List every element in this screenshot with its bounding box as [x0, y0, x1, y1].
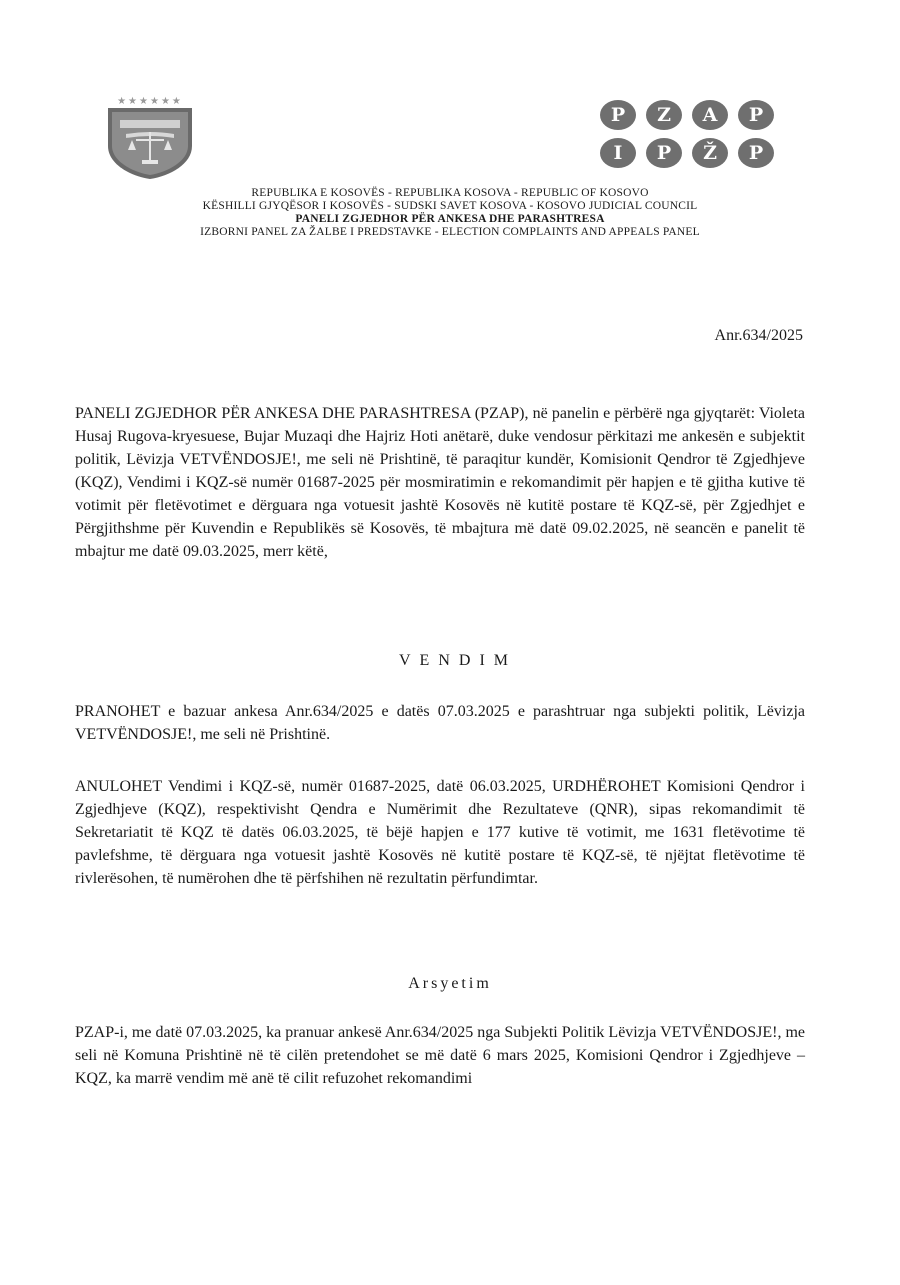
- header-line-republic: REPUBLIKA E KOSOVËS - REPUBLIKA KOSOVA - REPUBLIC OF KOSOVO: [251, 187, 649, 199]
- intro-paragraph: PANELI ZGJEDHOR PËR ANKESA DHE PARASHTRESA (PZAP), në panelin e përbërë nga gjyqtarët: Violeta Husaj Rugova-kryesuese, Bujar Muzaqi dhe Hajriz Hoti anëtarë, duke vendosur përkitazi me ankesën e subjektit politik, Lëvizja VETVËNDOSJE!, me seli në Prishtinë, të paraqitur kundër, Komisionit Qendror të Zgjedhjeve (KQZ), Vendimi i KQZ-së numër 01687-2025 për mosmiratimin e rekomandimit për hapjen e të gjitha kutive të votimit për fletëvotimet e dërguara nga votuesit jashtë Kosovës në kutitë postare të KQZ-së, për Zgjedhjet e Përgjithshme për Kuvendin e Republikës së Kosovës, të mbajtura më datë 09.02.2025, në seancën e panelit të mbajtur me datë 09.03.2025, merr këtë,: [75, 405, 805, 560]
- logo-letter: P: [738, 100, 774, 130]
- logo-letter: I: [600, 138, 636, 168]
- kosovo-emblem: [104, 96, 196, 180]
- case-reference: Anr.634/2025: [714, 327, 803, 344]
- logo-letter: P: [646, 138, 682, 168]
- logo-letter: Ž: [692, 138, 728, 168]
- reasoning-paragraph-1: PZAP-i, me datë 07.03.2025, ka pranuar ankesë Anr.634/2025 nga Subjekti Politik Lëvizja VETVËNDOSJE!, me seli në Komuna Prishtinë në të cilën pretendohet se më datë 6 mars 2025, Komisioni Qendror i Zgjedhjeve – KQZ, ka marrë vendim më anë të cilit refuzohet rekomandimi: [75, 1024, 805, 1087]
- decision-paragraph-1: PRANOHET e bazuar ankesa Anr.634/2025 e datës 07.03.2025 e parashtruar nga subjekti politik, Lëvizja VETVËNDOSJE!, me seli në Prishtinë.: [75, 703, 805, 743]
- logo-letter: A: [692, 100, 728, 130]
- decision-heading: VENDIM: [399, 652, 517, 669]
- stars-icon: ★★★★★★: [117, 96, 183, 107]
- header-line-council: KËSHILLI GJYQËSOR I KOSOVËS - SUDSKI SAVET KOSOVA - KOSOVO JUDICIAL COUNCIL: [202, 200, 698, 212]
- header-line-panel: PANELI ZGJEDHOR PËR ANKESA DHE PARASHTRESA: [295, 213, 605, 225]
- logo-letter: P: [600, 100, 636, 130]
- decision-paragraph-2: ANULOHET Vendimi i KQZ-së, numër 01687-2025, datë 06.03.2025, URDHËROHET Komisioni Qendror i Zgjedhjeve (KQZ), respektivisht Qendra e Numërimit dhe Rezultateve (QNR), sipas rekomandimit të Sekretariatit të KQZ të datës 06.03.2025, të bëjë hapjen e 177 kutive të votimit, me 1631 fletëvotime të pavlefshme, të dërguara nga votuesit jashtë Kosovës në kutitë postare të KQZ-së, të njëjtat fletëvotime të rivlerësohen, të numërohen dhe të përfshihen në rezultatin përfundimtar.: [75, 778, 805, 887]
- logo-letter: Z: [646, 100, 682, 130]
- header-line-panel-translations: IZBORNI PANEL ZA ŽALBE I PREDSTAVKE - ELECTION COMPLAINTS AND APPEALS PANEL: [200, 226, 700, 238]
- letterhead: [80, 187, 820, 239]
- reasoning-heading: Arsyetim: [408, 975, 492, 992]
- pzap-logo: [600, 100, 776, 170]
- logo-letter: P: [738, 138, 774, 168]
- shield-icon: [106, 106, 194, 180]
